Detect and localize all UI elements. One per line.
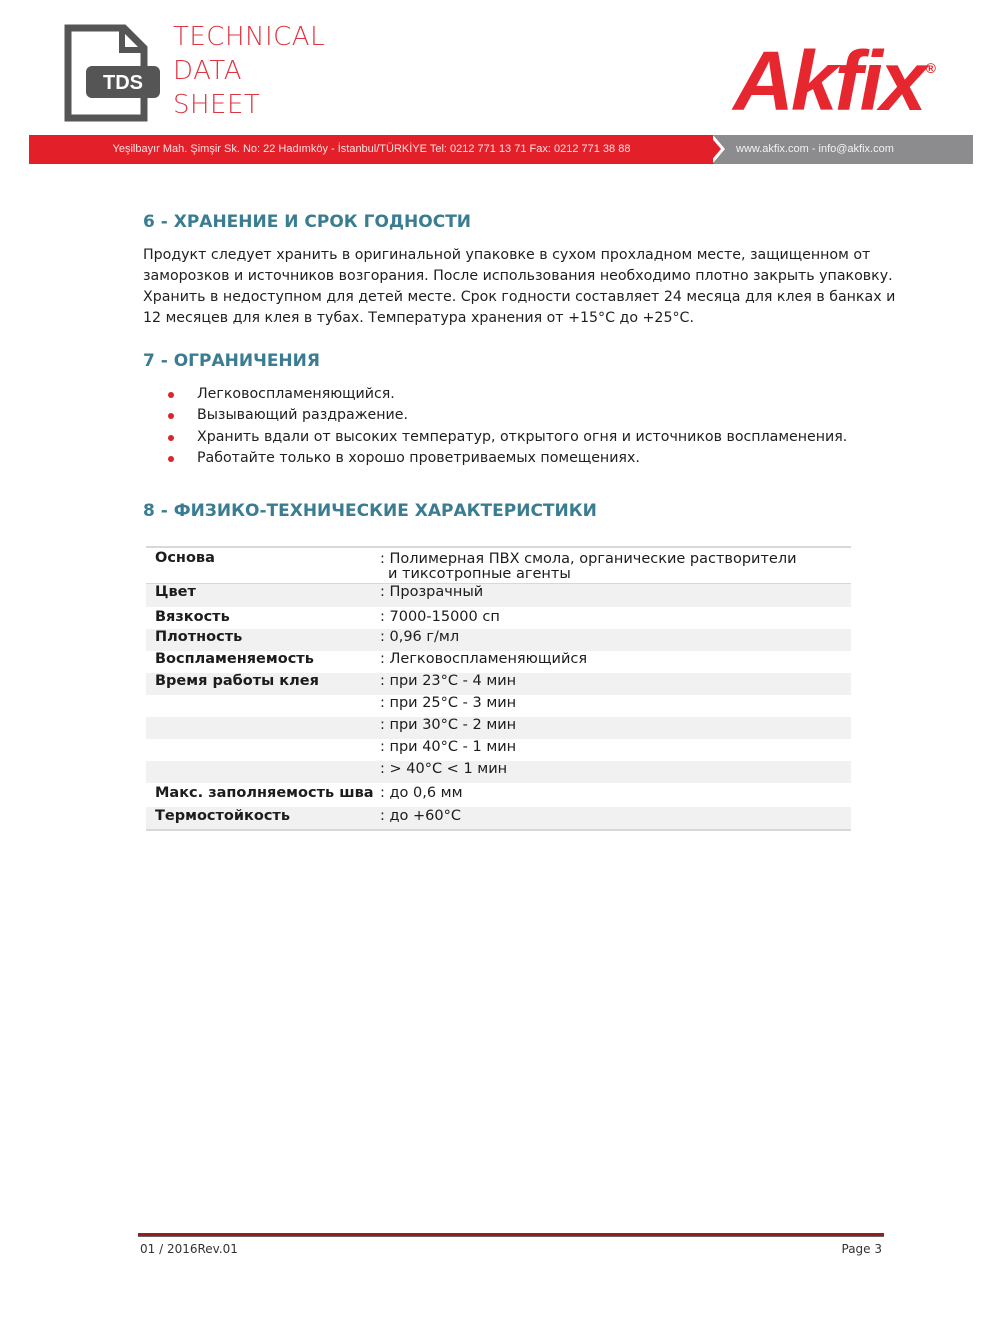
- table-row: Макс. заполняемость шва : до 0,6 мм: [155, 784, 463, 801]
- table-row: Цвет : Прозрачный: [146, 584, 851, 607]
- contact-strip: [29, 135, 973, 164]
- tds-title-line: TECHNICAL: [173, 22, 326, 52]
- table-row: : при 25°C - 3 мин: [380, 694, 517, 711]
- akfix-logo: Akfix ®: [733, 34, 936, 128]
- list-item: Хранить вдали от высоких температур, открытого огня и источников воспламенения.: [143, 427, 847, 448]
- document-header: [0, 0, 1000, 170]
- table-row: Воспламеняемость : Легковоспламеняющийся: [155, 650, 588, 667]
- company-address: Yeşilbayır Mah. Şimşir Sk. No: 22 Hadımköy - İstanbul/TÜRKİYE Tel: 0212 771 13 71 Fax: 0212 771 38 88: [29, 135, 714, 164]
- storage-paragraph: Продукт следует хранить в оригинальной упаковке в сухом прохладном месте, защищенном от заморозков и источников возгорания. После использования необходимо плотно закрыть упаковку. Хранить в недоступном для детей месте. Срок годности составляет 24 месяца для клея в банках и 12 месяцев для клея в тубах. Температура хранения от +15°C до +25°C.: [143, 247, 896, 326]
- company-contact: www.akfix.com - info@akfix.com: [714, 135, 973, 164]
- table-row: : при 40°C - 1 мин: [380, 738, 517, 755]
- properties-table: [146, 546, 851, 831]
- tds-badge-text: TDS: [103, 72, 143, 94]
- section-7-title: 7 - ОГРАНИЧЕНИЯ: [143, 351, 320, 371]
- table-row: Основа : Полимерная ПВХ смола, органические растворители и тиксотропные агенты: [146, 547, 851, 584]
- limitations-list: [143, 384, 847, 469]
- table-row: Термостойкость : до +60°C: [146, 807, 851, 830]
- page-number: Page 3: [841, 1242, 882, 1256]
- tds-document-icon: [64, 24, 160, 122]
- table-row: Время работы клея : при 23°C - 4 мин: [146, 673, 851, 695]
- bullet-icon: [168, 435, 174, 441]
- tds-title: [173, 20, 325, 122]
- list-item: Легковоспламеняющийся.: [143, 384, 847, 405]
- bullet-icon: [168, 392, 174, 398]
- section-6-title: 6 - ХРАНЕНИЕ И СРОК ГОДНОСТИ: [143, 212, 472, 232]
- bullet-icon: [168, 413, 174, 419]
- footer-divider: [138, 1233, 884, 1237]
- bullet-icon: [168, 456, 174, 462]
- list-item: Работайте только в хорошо проветриваемых помещениях.: [143, 448, 847, 469]
- list-item: Вызывающий раздражение.: [143, 405, 847, 426]
- table-row: : > 40°C < 1 мин: [146, 761, 851, 783]
- table-row: Плотность : 0,96 г/мл: [146, 629, 851, 651]
- strip-arrow: [709, 135, 721, 163]
- table-row: : при 30°C - 2 мин: [146, 717, 851, 739]
- revision-label: 01 / 2016Rev.01: [140, 1242, 238, 1256]
- table-row: Вязкость : 7000-15000 сп: [155, 608, 500, 625]
- section-8-title: 8 - ФИЗИКО-ТЕХНИЧЕСКИЕ ХАРАКТЕРИСТИКИ: [143, 501, 597, 521]
- tds-title-line: SHEET: [173, 90, 261, 120]
- tds-title-line: DATA: [173, 56, 242, 86]
